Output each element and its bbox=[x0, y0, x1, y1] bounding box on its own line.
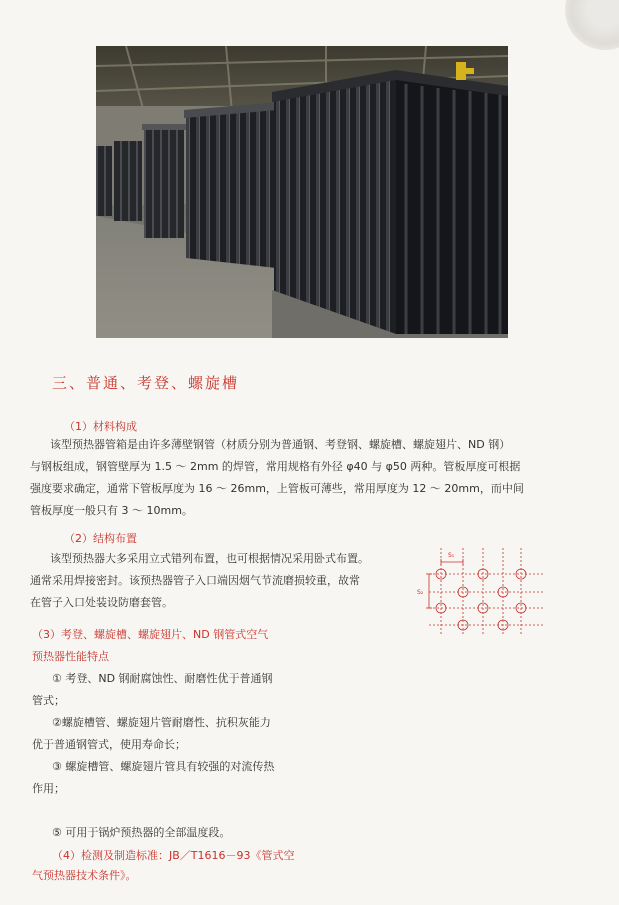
paragraph-line: 强度要求确定，通常下管板厚度为 16 ～ 26mm，上管板可薄些，常用厚度为 12 ～ 20mm，而中间 bbox=[30, 482, 524, 495]
paragraph-line: 该型预热器大多采用立式错列布置，也可根据情况采用卧式布置。 bbox=[50, 552, 369, 565]
paragraph-line: 与钢板组成，钢管壁厚为 1.5 ～ 2mm 的焊管，常用规格有外径 φ40 与 φ50 两种。管板厚度可根据 bbox=[30, 460, 521, 473]
structure-paragraph bbox=[30, 548, 369, 614]
feature-line: 优于普通钢管式，使用寿命长； bbox=[32, 738, 186, 751]
s1-label: S₁ bbox=[448, 552, 455, 559]
heading-line: （3）考登、螺旋槽、螺旋翅片、ND 钢管式空气 bbox=[32, 628, 269, 641]
standard-line: （4）检测及制造标准：JB／T1616－93《管式空 bbox=[52, 849, 295, 862]
feature-3 bbox=[32, 756, 274, 800]
feature-line: ③ 螺旋槽管、螺旋翅片管具有较强的对流传热 bbox=[52, 760, 275, 773]
heading-structure: （2）结构布置 bbox=[64, 532, 137, 545]
product-photo bbox=[96, 46, 508, 338]
tube-layout-drawing bbox=[415, 544, 550, 639]
air-preheater-photo-image bbox=[96, 46, 508, 338]
staggered-tube-diagram bbox=[415, 544, 550, 639]
paragraph-line: 管板厚度一般只有 3 ～ 10mm。 bbox=[30, 504, 193, 517]
heading-standard bbox=[32, 846, 295, 886]
feature-line: ②螺旋槽管、螺旋翅片管耐磨性、抗积灰能力 bbox=[52, 716, 271, 729]
standard-line: 气预热器技术条件》。 bbox=[32, 869, 137, 882]
s2-label: S₂ bbox=[417, 589, 424, 596]
feature-2 bbox=[32, 712, 271, 756]
corner-seal-decoration bbox=[565, 0, 619, 50]
heading-material: （1）材料构成 bbox=[64, 420, 137, 433]
feature-line: ① 考登、ND 钢耐腐蚀性、耐磨性优于普通钢 bbox=[52, 672, 273, 685]
feature-line: 作用； bbox=[32, 782, 65, 795]
feature-line: 管式； bbox=[32, 694, 65, 707]
feature-5: ⑤ 可用于锅炉预热器的全部温度段。 bbox=[52, 826, 231, 839]
paragraph-line: 通常采用焊接密封。该预热器管子入口端因烟气节流磨损较重，故常 bbox=[30, 574, 360, 587]
heading-line: 预热器性能特点 bbox=[32, 650, 109, 663]
feature-1 bbox=[32, 668, 273, 712]
heading-features bbox=[32, 624, 268, 668]
paragraph-line: 在管子入口处装设防磨套管。 bbox=[30, 596, 173, 609]
section-title: 三、普通、考登、螺旋槽 bbox=[52, 374, 240, 392]
material-paragraph bbox=[30, 434, 524, 522]
paragraph-line: 该型预热器管箱是由许多薄壁钢管（材质分别为普通钢、考登钢、螺旋槽、螺旋翅片、ND 钢） bbox=[50, 438, 511, 451]
